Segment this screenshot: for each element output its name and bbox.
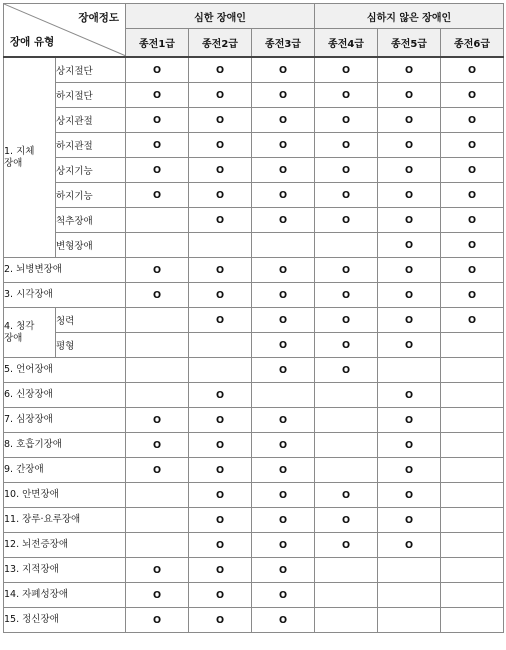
applicable-mark: O [252, 283, 315, 308]
applicable-mark: O [189, 308, 252, 333]
applicable-mark: O [189, 283, 252, 308]
applicable-mark: O [315, 158, 378, 183]
applicable-mark: O [315, 283, 378, 308]
empty-cell [441, 333, 504, 358]
empty-cell [315, 458, 378, 483]
empty-cell [441, 383, 504, 408]
applicable-mark: O [126, 258, 189, 283]
applicable-mark: O [441, 83, 504, 108]
empty-cell [126, 533, 189, 558]
empty-cell [441, 583, 504, 608]
empty-cell [441, 533, 504, 558]
applicable-mark: O [378, 108, 441, 133]
disability-type-cell: 9. 간장애 [4, 458, 126, 483]
table-row [4, 233, 504, 258]
applicable-mark: O [378, 533, 441, 558]
empty-cell [126, 383, 189, 408]
applicable-mark: O [378, 458, 441, 483]
applicable-mark: O [189, 408, 252, 433]
applicable-mark: O [252, 57, 315, 83]
disability-type-cell: 14. 자폐성장애 [4, 583, 126, 608]
grade-header: 종전1급 [126, 29, 189, 58]
table-row [4, 433, 504, 458]
grade-header: 종전3급 [252, 29, 315, 58]
applicable-mark: O [378, 183, 441, 208]
empty-cell [378, 358, 441, 383]
type-axis-label: 장애 유형 [10, 36, 55, 48]
applicable-mark: O [252, 208, 315, 233]
table-row [4, 558, 504, 583]
applicable-mark: O [315, 258, 378, 283]
empty-cell [252, 383, 315, 408]
applicable-mark: O [441, 158, 504, 183]
applicable-mark: O [189, 583, 252, 608]
applicable-mark: O [252, 83, 315, 108]
disability-subtype-cell: 하지기능 [56, 183, 126, 208]
applicable-mark: O [378, 508, 441, 533]
grade-header: 종전6급 [441, 29, 504, 58]
empty-cell [441, 483, 504, 508]
applicable-mark: O [189, 133, 252, 158]
empty-cell [189, 333, 252, 358]
empty-cell [441, 458, 504, 483]
applicable-mark: O [378, 333, 441, 358]
applicable-mark: O [189, 508, 252, 533]
empty-cell [441, 508, 504, 533]
applicable-mark: O [126, 108, 189, 133]
empty-cell [315, 608, 378, 633]
applicable-mark: O [252, 358, 315, 383]
applicable-mark: O [252, 608, 315, 633]
applicable-mark: O [189, 433, 252, 458]
disability-type-cell: 13. 지적장애 [4, 558, 126, 583]
table-body [4, 57, 504, 633]
table-row [4, 533, 504, 558]
applicable-mark: O [189, 483, 252, 508]
applicable-mark: O [441, 108, 504, 133]
applicable-mark: O [315, 108, 378, 133]
table-row [4, 108, 504, 133]
disability-subtype-cell: 하지관절 [56, 133, 126, 158]
applicable-mark: O [189, 208, 252, 233]
applicable-mark: O [126, 83, 189, 108]
empty-cell [441, 558, 504, 583]
applicable-mark: O [441, 183, 504, 208]
applicable-mark: O [315, 483, 378, 508]
applicable-mark: O [315, 508, 378, 533]
disability-subtype-cell: 하지절단 [56, 83, 126, 108]
applicable-mark: O [378, 83, 441, 108]
applicable-mark: O [252, 558, 315, 583]
applicable-mark: O [378, 383, 441, 408]
disability-type-cell: 7. 심장장애 [4, 408, 126, 433]
table-row [4, 183, 504, 208]
applicable-mark: O [126, 558, 189, 583]
applicable-mark: O [252, 483, 315, 508]
applicable-mark: O [252, 533, 315, 558]
applicable-mark: O [126, 133, 189, 158]
applicable-mark: O [126, 583, 189, 608]
severity-axis-label: 장애정도 [78, 12, 119, 24]
disability-subtype-cell: 변형장애 [56, 233, 126, 258]
empty-cell [315, 233, 378, 258]
grade-header: 종전5급 [378, 29, 441, 58]
empty-cell [126, 358, 189, 383]
table-row [4, 57, 504, 83]
disability-type-cell: 4. 청각 장애 [4, 308, 56, 358]
applicable-mark: O [315, 533, 378, 558]
empty-cell [315, 383, 378, 408]
applicable-mark: O [378, 133, 441, 158]
applicable-mark: O [441, 133, 504, 158]
table-row [4, 333, 504, 358]
disability-grade-table [3, 3, 504, 633]
applicable-mark: O [252, 583, 315, 608]
applicable-mark: O [441, 258, 504, 283]
applicable-mark: O [315, 208, 378, 233]
empty-cell [126, 233, 189, 258]
applicable-mark: O [252, 458, 315, 483]
applicable-mark: O [378, 483, 441, 508]
applicable-mark: O [189, 533, 252, 558]
applicable-mark: O [126, 608, 189, 633]
table-row [4, 133, 504, 158]
empty-cell [378, 583, 441, 608]
disability-type-cell: 1. 지체 장애 [4, 57, 56, 258]
applicable-mark: O [126, 183, 189, 208]
applicable-mark: O [441, 283, 504, 308]
empty-cell [441, 608, 504, 633]
applicable-mark: O [189, 183, 252, 208]
applicable-mark: O [189, 458, 252, 483]
table-row [4, 608, 504, 633]
severe-group-header: 심한 장애인 [126, 4, 315, 29]
applicable-mark: O [126, 158, 189, 183]
disability-type-cell: 15. 정신장애 [4, 608, 126, 633]
applicable-mark: O [378, 408, 441, 433]
applicable-mark: O [315, 133, 378, 158]
table-row [4, 283, 504, 308]
disability-type-cell: 3. 시각장애 [4, 283, 126, 308]
applicable-mark: O [189, 83, 252, 108]
disability-subtype-cell: 상지관절 [56, 108, 126, 133]
table-row [4, 408, 504, 433]
empty-cell [315, 558, 378, 583]
applicable-mark: O [189, 608, 252, 633]
applicable-mark: O [378, 308, 441, 333]
disability-subtype-cell: 척추장애 [56, 208, 126, 233]
applicable-mark: O [441, 208, 504, 233]
applicable-mark: O [252, 258, 315, 283]
empty-cell [378, 608, 441, 633]
table-row [4, 583, 504, 608]
empty-cell [441, 408, 504, 433]
table-row [4, 358, 504, 383]
applicable-mark: O [315, 57, 378, 83]
applicable-mark: O [315, 308, 378, 333]
table-row [4, 458, 504, 483]
empty-cell [378, 558, 441, 583]
applicable-mark: O [252, 308, 315, 333]
applicable-mark: O [189, 158, 252, 183]
disability-subtype-cell: 평형 [56, 333, 126, 358]
empty-cell [189, 233, 252, 258]
table-row [4, 158, 504, 183]
empty-cell [441, 358, 504, 383]
disability-type-cell: 11. 장루·요루장애 [4, 508, 126, 533]
applicable-mark: O [441, 57, 504, 83]
applicable-mark: O [252, 108, 315, 133]
disability-subtype-cell: 청력 [56, 308, 126, 333]
disability-subtype-cell: 상지기능 [56, 158, 126, 183]
table-row [4, 308, 504, 333]
disability-type-cell: 5. 언어장애 [4, 358, 126, 383]
grade-header: 종전2급 [189, 29, 252, 58]
table-row [4, 383, 504, 408]
disability-type-cell: 2. 뇌병변장애 [4, 258, 126, 283]
table-row [4, 483, 504, 508]
empty-cell [189, 358, 252, 383]
applicable-mark: O [126, 57, 189, 83]
applicable-mark: O [126, 433, 189, 458]
applicable-mark: O [441, 308, 504, 333]
applicable-mark: O [315, 333, 378, 358]
table-row [4, 83, 504, 108]
applicable-mark: O [126, 458, 189, 483]
applicable-mark: O [189, 57, 252, 83]
applicable-mark: O [378, 158, 441, 183]
applicable-mark: O [378, 258, 441, 283]
applicable-mark: O [252, 133, 315, 158]
disability-type-cell: 6. 신장장애 [4, 383, 126, 408]
applicable-mark: O [189, 383, 252, 408]
empty-cell [126, 508, 189, 533]
corner-header-cell [4, 4, 126, 58]
applicable-mark: O [252, 183, 315, 208]
applicable-mark: O [441, 233, 504, 258]
grade-header: 종전4급 [315, 29, 378, 58]
applicable-mark: O [315, 83, 378, 108]
applicable-mark: O [378, 233, 441, 258]
table-row [4, 208, 504, 233]
table-row [4, 258, 504, 283]
applicable-mark: O [315, 183, 378, 208]
applicable-mark: O [189, 108, 252, 133]
empty-cell [126, 333, 189, 358]
empty-cell [315, 408, 378, 433]
empty-cell [126, 308, 189, 333]
empty-cell [252, 233, 315, 258]
applicable-mark: O [252, 508, 315, 533]
table-row [4, 508, 504, 533]
applicable-mark: O [378, 208, 441, 233]
applicable-mark: O [315, 358, 378, 383]
empty-cell [126, 208, 189, 233]
mild-group-header: 심하지 않은 장애인 [315, 4, 504, 29]
applicable-mark: O [378, 283, 441, 308]
applicable-mark: O [252, 408, 315, 433]
applicable-mark: O [252, 333, 315, 358]
applicable-mark: O [252, 433, 315, 458]
empty-cell [315, 433, 378, 458]
disability-type-cell: 8. 호흡기장애 [4, 433, 126, 458]
applicable-mark: O [189, 558, 252, 583]
empty-cell [126, 483, 189, 508]
disability-type-cell: 10. 안면장애 [4, 483, 126, 508]
applicable-mark: O [189, 258, 252, 283]
applicable-mark: O [378, 57, 441, 83]
applicable-mark: O [252, 158, 315, 183]
empty-cell [441, 433, 504, 458]
applicable-mark: O [126, 283, 189, 308]
table-header [4, 4, 504, 58]
disability-type-cell: 12. 뇌전증장애 [4, 533, 126, 558]
applicable-mark: O [126, 408, 189, 433]
disability-subtype-cell: 상지절단 [56, 57, 126, 83]
applicable-mark: O [378, 433, 441, 458]
empty-cell [315, 583, 378, 608]
